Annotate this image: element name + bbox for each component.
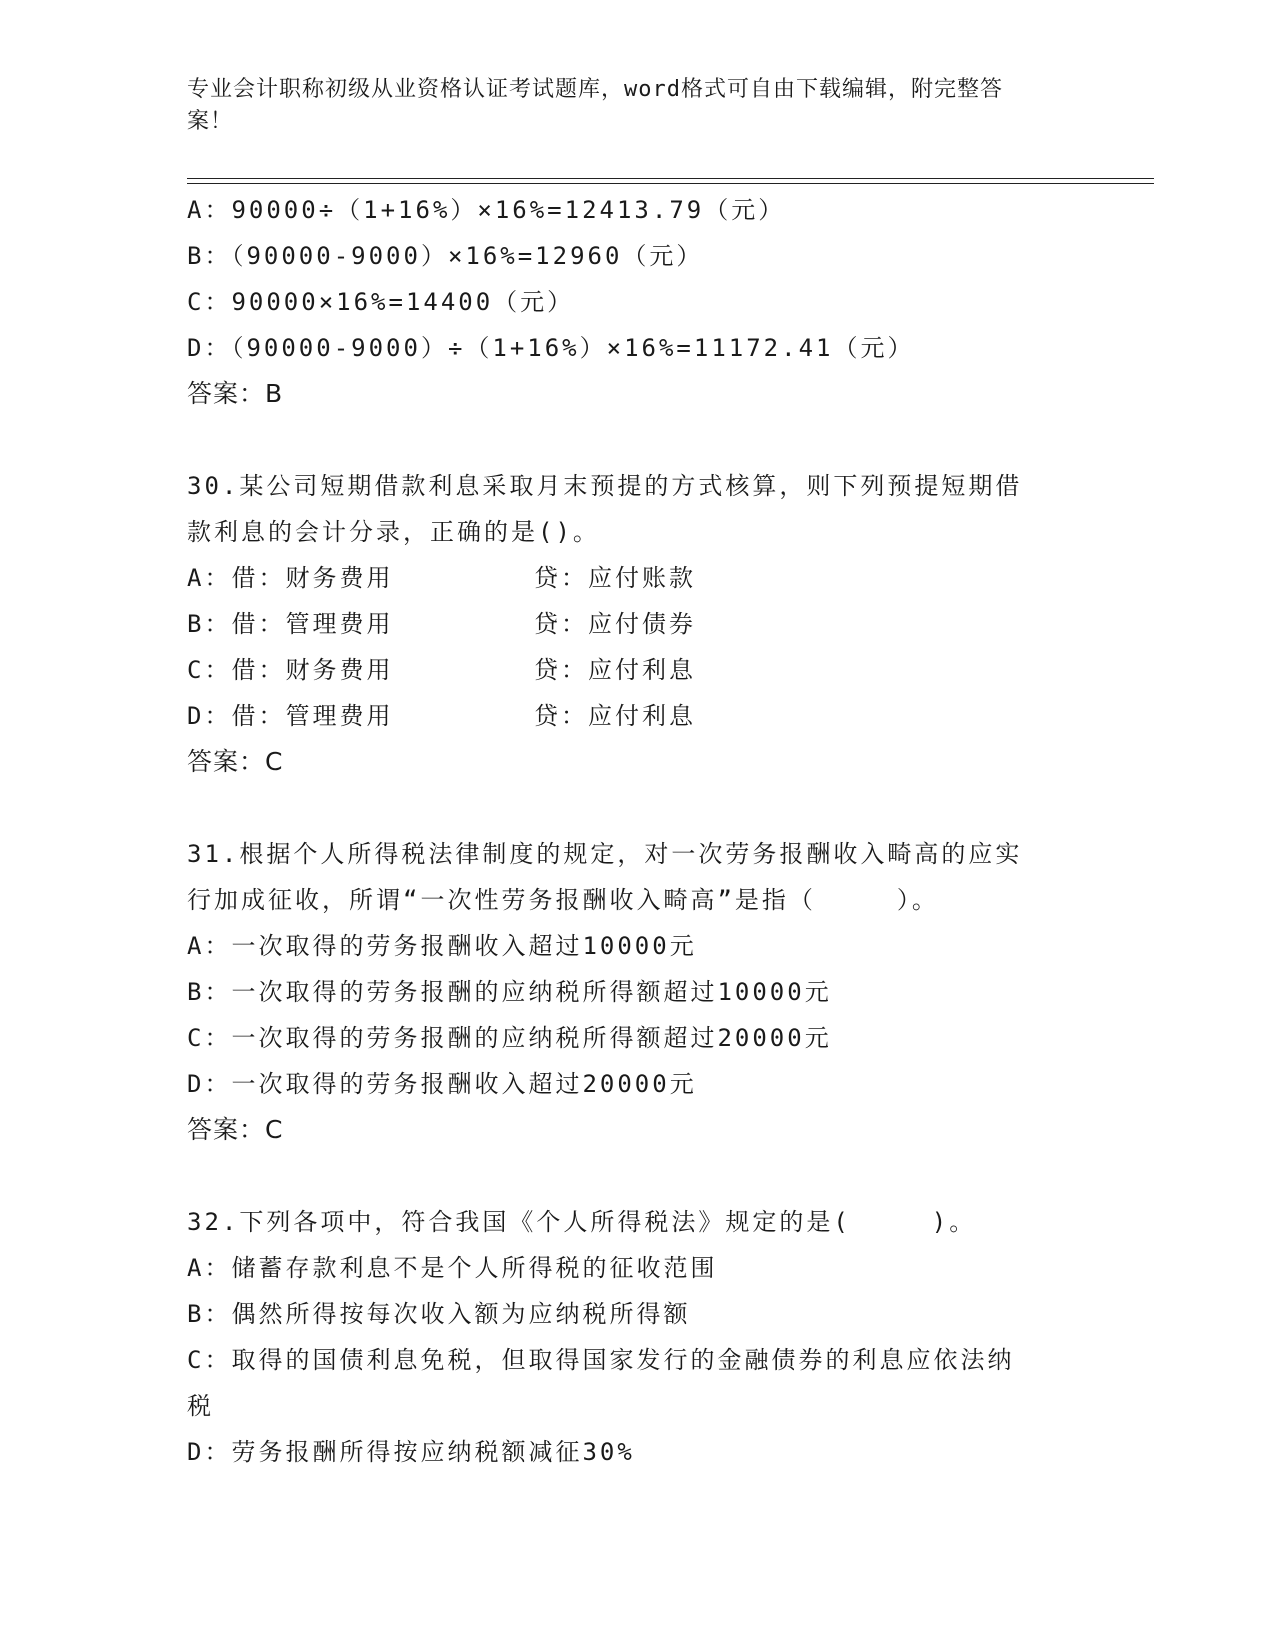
question-list <box>187 187 1087 1475</box>
option-c-continued: 税 <box>187 1392 214 1420</box>
debit-entry: D：借：管理费用 <box>187 702 394 730</box>
question-30 <box>187 463 1087 785</box>
header-divider-bottom <box>187 183 1154 184</box>
question-stem: 31.根据个人所得税法律制度的规定，对一次劳务报酬收入畸高的应实 <box>187 840 1023 868</box>
debit-entry: C：借：财务费用 <box>187 656 394 684</box>
option-c: C：一次取得的劳务报酬的应纳税所得额超过20000元 <box>187 1024 832 1052</box>
credit-entry: 贷：应付利息 <box>534 702 696 730</box>
debit-entry: B：借：管理费用 <box>187 610 394 638</box>
option-a: A：储蓄存款利息不是个人所得税的征收范围 <box>187 1254 718 1282</box>
debit-entry: A：借：财务费用 <box>187 564 394 592</box>
answer: 答案：C <box>187 747 284 776</box>
credit-entry: 贷：应付利息 <box>534 656 696 684</box>
header-line-2: 案！ <box>187 109 234 134</box>
credit-entry: 贷：应付账款 <box>534 564 696 592</box>
spacer <box>187 1153 1087 1199</box>
option-a: A：90000÷（1+16%）×16%=12413.79（元） <box>187 196 786 224</box>
option-a: A：一次取得的劳务报酬收入超过10000元 <box>187 932 697 960</box>
option-d: D：一次取得的劳务报酬收入超过20000元 <box>187 1070 697 1098</box>
option-c: C：取得的国债利息免税，但取得国家发行的金融债券的利息应依法纳 <box>187 1346 1015 1374</box>
question-29 <box>187 187 1087 417</box>
option-c <box>187 647 1087 693</box>
header-line-1: 专业会计职称初级从业资格认证考试题库，word格式可自由下载编辑，附完整答 <box>187 77 1003 102</box>
question-stem: 行加成征收，所谓“一次性劳务报酬收入畸高”是指（ ）。 <box>187 886 939 914</box>
spacer <box>187 785 1087 831</box>
question-stem: 32.下列各项中，符合我国《个人所得税法》规定的是( )。 <box>187 1208 977 1236</box>
question-31 <box>187 831 1087 1153</box>
option-b <box>187 601 1087 647</box>
credit-entry: 贷：应付债券 <box>534 610 696 638</box>
option-b: B：（90000-9000）×16%=12960（元） <box>187 242 704 270</box>
option-a <box>187 555 1087 601</box>
option-c: C：90000×16%=14400（元） <box>187 288 575 316</box>
question-32 <box>187 1199 1087 1475</box>
option-d: D：劳务报酬所得按应纳税额减征30% <box>187 1438 635 1466</box>
question-stem: 款利息的会计分录，正确的是()。 <box>187 518 600 546</box>
answer: 答案：C <box>187 1115 284 1144</box>
option-d <box>187 693 1087 739</box>
answer: 答案：B <box>187 379 284 408</box>
header-divider-top <box>187 178 1154 179</box>
spacer <box>187 417 1087 463</box>
question-stem: 30.某公司短期借款利息采取月末预提的方式核算，则下列预提短期借 <box>187 472 1023 500</box>
option-b: B：偶然所得按每次收入额为应纳税所得额 <box>187 1300 691 1328</box>
option-b: B：一次取得的劳务报酬的应纳税所得额超过10000元 <box>187 978 832 1006</box>
document-header <box>187 74 1067 138</box>
option-d: D：（90000-9000）÷（1+16%）×16%=11172.41（元） <box>187 334 915 362</box>
